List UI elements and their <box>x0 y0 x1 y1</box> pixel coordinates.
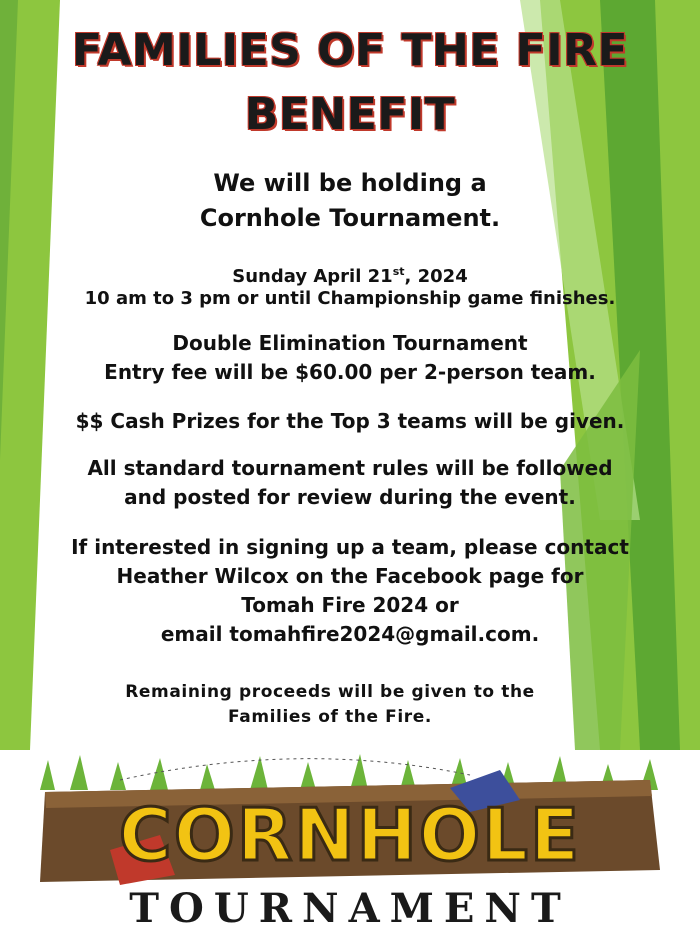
event-time: 10 am to 3 pm or until Championship game finishes. <box>84 288 616 309</box>
flyer-title-line1: FAMILIES OF THE FIRE <box>71 25 629 76</box>
logo-word-cornhole: CORNHOLE <box>118 793 582 877</box>
event-date-ordinal: st <box>392 265 405 278</box>
prizes-line: $$ Cash Prizes for the Top 3 teams will be given. <box>75 409 625 433</box>
contact-line2: Heather Wilcox on the Facebook page for <box>116 564 584 588</box>
rules-line2: and posted for review during the event. <box>124 485 576 509</box>
rules-line1: All standard tournament rules will be followed <box>87 456 613 480</box>
event-date-year: , 2024 <box>404 266 468 287</box>
event-date-day: Sunday April 21 <box>232 266 393 287</box>
logo-word-tournament: TOURNAMENT <box>129 885 571 932</box>
entry-fee-line: Entry fee will be $60.00 per 2-person team. <box>104 360 596 384</box>
flyer-title-line2: BENEFIT <box>244 89 456 140</box>
contact-email: email tomahfire2024@gmail.com. <box>160 622 540 646</box>
format-line1: Double Elimination Tournament <box>172 331 528 355</box>
proceeds-line2: Families of the Fire. <box>228 707 432 727</box>
intro-line2: Cornhole Tournament. <box>199 204 501 232</box>
proceeds-line1: Remaining proceeds will be given to the <box>125 682 535 702</box>
cornhole-tournament-logo <box>0 750 700 933</box>
cornhole-logo-graphic <box>0 750 700 933</box>
contact-line1: If interested in signing up a team, please contact <box>71 535 629 559</box>
intro-line1: We will be holding a <box>213 169 487 197</box>
contact-line3: Tomah Fire 2024 or <box>241 593 459 617</box>
